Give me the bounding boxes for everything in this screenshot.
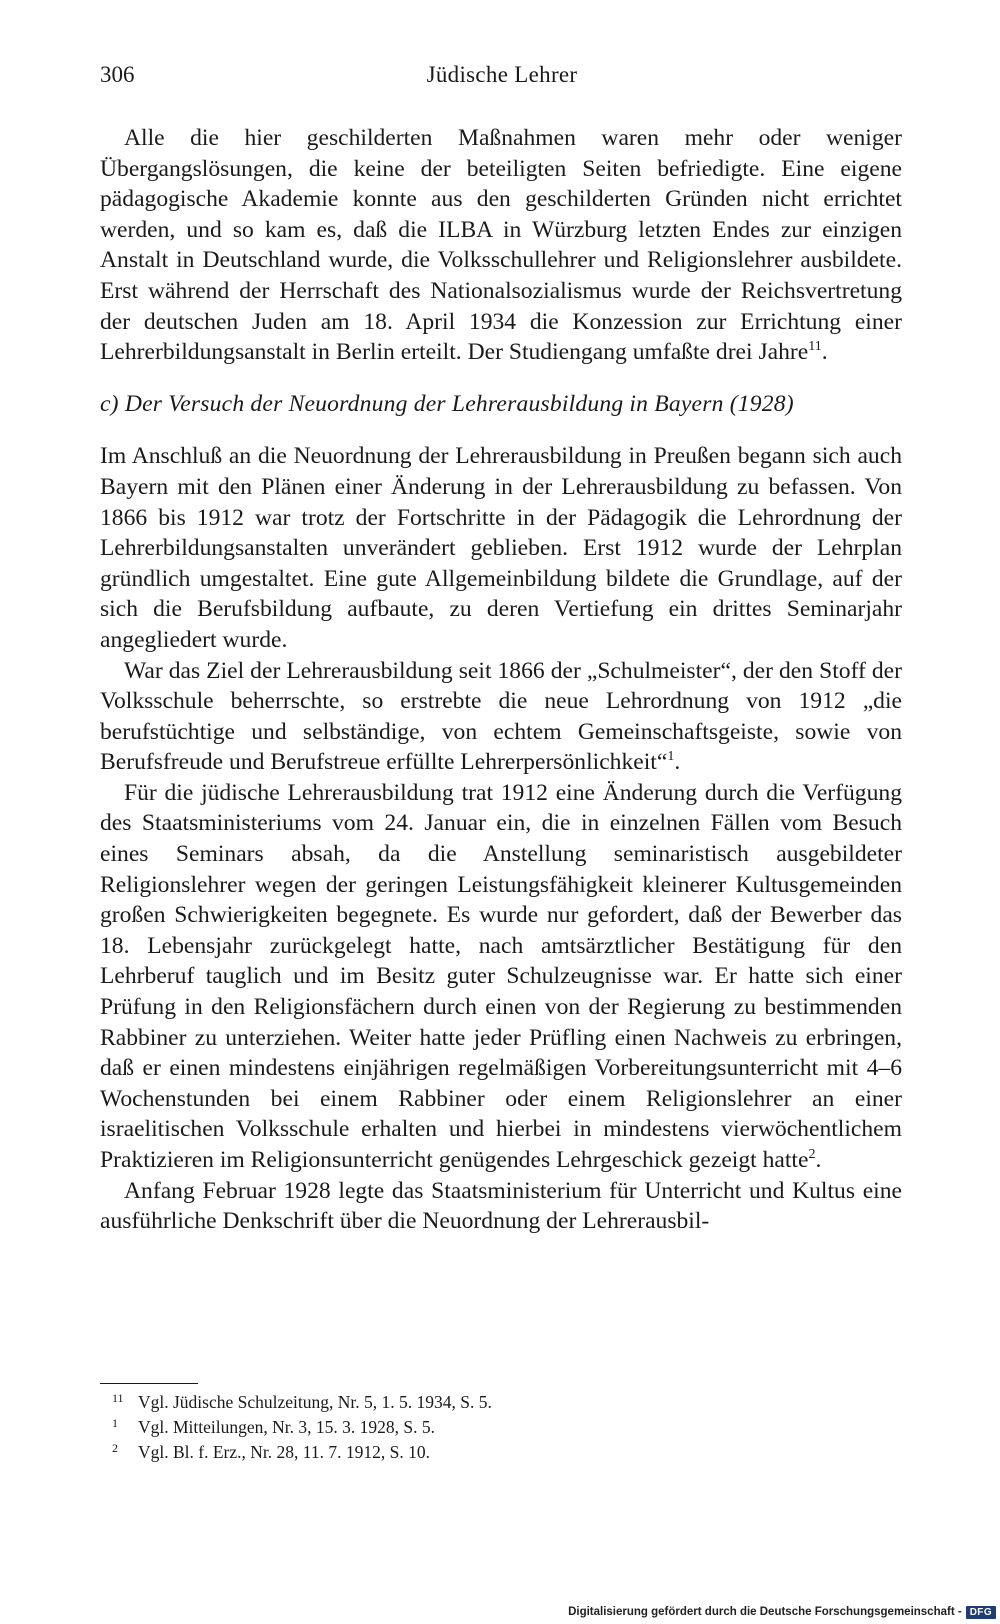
body-text (100, 123, 902, 1237)
footnote-mark: 11 (112, 1391, 124, 1405)
footnote-mark: 2 (112, 1441, 118, 1455)
paragraph-4-end: . (815, 1147, 822, 1173)
footnote-1 (100, 1415, 800, 1440)
paragraph-3 (100, 656, 902, 778)
paragraph-1-text: Alle die hier geschilderten Maßnahmen waren mehr oder weniger Übergangslösungen, die keine der beteiligten Seiten befriedigte. Eine eigene pädagogische Akademie konnte aus den geschilderten Gründen nicht errichtet werden, und so kam es, daß die ILBA in Würzburg letzten Endes zur einzigen Anstalt in Deutschland wurde, die Volksschullehrer und Religionslehrer ausbildete. Erst während der Herrschaft des Nationalsozialismus wurde der Reichsvertretung der deutschen Juden am 18. April 1934 die Konzession zur Errichtung einer Lehrerbildungsanstalt in Berlin erteilt. Der Studiengang umfaßte drei Jahre (100, 125, 902, 366)
footnote-mark: 1 (112, 1416, 118, 1430)
paragraph-3-end: . (674, 749, 681, 776)
paragraph-3-text: War das Ziel der Lehrerausbildung seit 1866 der „Schulmeister“, der den Stoff der Volksschule beherrschte, so erstrebte die neue Lehrordnung von 1912 „die berufstüchtige und selbständige, von echtem Gemeinschaftsgeiste, sowie von Berufsfreude und Berufstreue erfüllte Lehrerpersönlichkeit“ (100, 657, 902, 776)
footnote-2 (100, 1440, 800, 1465)
footnotes (100, 1390, 800, 1465)
footnote-ref-11: 11 (808, 339, 822, 355)
footnote-text: Vgl. Mitteilungen, Nr. 3, 15. 3. 1928, S. 5. (138, 1417, 436, 1437)
running-title: Jüdische Lehrer (426, 62, 578, 87)
paragraph-1 (100, 123, 902, 368)
paragraph-4-text: Für die jüdische Lehrerausbildung trat 1912 eine Änderung durch die Verfügung des Staatsministeriums vom 24. Januar ein, die in einzelnen Fällen vom Besuch eines Seminars absah, da die Anstellung seminaristisch ausgebildeter Religionslehrer wegen der geringen Leistungsfähigkeit kleinerer Kultusgemeinden großen Schwierigkeiten begegnete. Es wurde nur gefordert, daß der Bewerber das 18. Lebensjahr zurückgelegt hatte, nach amtsärztlicher Bestätigung für den Lehrberuf tauglich und im Besitz guter Schulzeugnisse war. Er hatte sich einer Prüfung in den Religionsfächern durch einen von der Regierung zu bestimmenden Rabbiner zu unterziehen. Weiter hatte jeder Prüfling einen Nachweis zu erbringen, daß er einen mindestens einjährigen regelmäßigen Vorbereitungsunterricht mit 4–6 Wochenstunden bei einem Rabbiner oder einem Religionslehrer an einer israelitischen Volksschule erhalten und hierbei in mindestens vierwöchentlichem Praktizieren im Religionsunterricht genügendes Lehrgeschick gezeigt hatte (100, 779, 902, 1173)
digitization-credit (568, 1603, 996, 1621)
paragraph-2: Im Anschluß an die Neuordnung der Lehrerausbildung in Preußen begann sich auch Bayern mit den Plänen einer Änderung in der Lehrerausbildung zu befassen. Von 1866 bis 1912 war trotz der Fortschritte in der Pädagogik die Lehrordnung der Lehrerbildungsanstalten unverändert geblieben. Erst 1912 wurde der Lehrplan gründlich umgestaltet. Eine gute Allgemeinbildung bildete die Grundlage, auf der sich die Berufsbildung aufbaute, zu deren Vertiefung ein drittes Seminarjahr angegliedert wurde. (100, 443, 902, 653)
section-heading: c) Der Versuch der Neuordnung der Lehrerausbildung in Bayern (1928) (100, 390, 794, 417)
paragraph-5: Anfang Februar 1928 legte das Staatsministerium für Unterricht und Kultus eine ausführliche Denkschrift über die Neuordnung der Lehrerausbil- (100, 1177, 902, 1235)
running-head (100, 62, 904, 94)
footnote-ref-2: 2 (808, 1147, 816, 1163)
dfg-logo: DFG (966, 1606, 996, 1619)
footnote-rule (100, 1383, 198, 1384)
footnote-text: Vgl. Bl. f. Erz., Nr. 28, 11. 7. 1912, S. 10. (138, 1442, 430, 1462)
paragraph-1-end: . (821, 339, 828, 366)
footnote-ref-1: 1 (667, 749, 675, 765)
credit-text: Digitalisierung gefördert durch die Deutsche Forschungsgemeinschaft - (568, 1606, 962, 1618)
footnote-11 (100, 1390, 800, 1415)
paragraph-4 (100, 778, 902, 1176)
footnote-text: Vgl. Jüdische Schulzeitung, Nr. 5, 1. 5. 1934, S. 5. (138, 1392, 492, 1412)
page-number: 306 (100, 62, 135, 87)
